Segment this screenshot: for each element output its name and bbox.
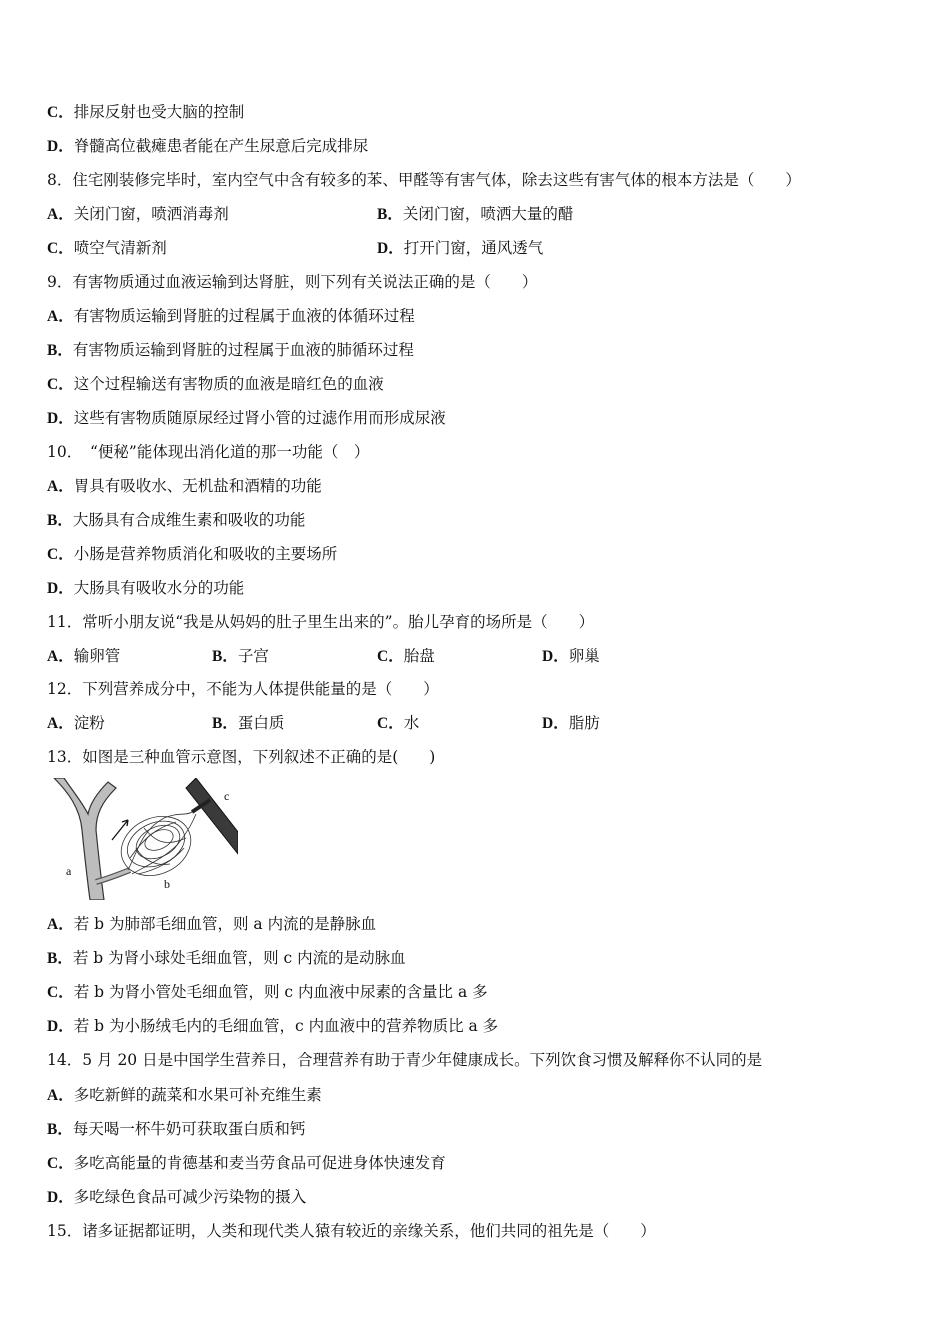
q13-option-c: C．若 b 为肾小管处毛细血管，则 c 内血液中尿素的含量比 a 多 bbox=[47, 983, 488, 1001]
q13-stem: 13．如图是三种血管示意图，下列叙述不正确的是( ) bbox=[47, 748, 436, 766]
q14-option-b: B．每天喝一杯牛奶可获取蛋白质和钙 bbox=[47, 1120, 306, 1138]
q8-option-a: A．关闭门窗，喷洒消毒剂 bbox=[47, 205, 229, 223]
q9-option-a: A．有害物质运输到肾脏的过程属于血液的体循环过程 bbox=[47, 307, 415, 325]
q10-option-d: D．大肠具有吸收水分的功能 bbox=[47, 579, 245, 597]
q14-stem: 14．5 月 20 日是中国学生营养日，合理营养有助于青少年健康成长。下列饮食习惯及解释你不认同的是 bbox=[47, 1051, 763, 1069]
q9-option-c: C．这个过程输送有害物质的血液是暗红色的血液 bbox=[47, 375, 384, 393]
q12-option-d: D．脂肪 bbox=[542, 714, 600, 732]
q14-option-d: D．多吃绿色食品可减少污染物的摄入 bbox=[47, 1188, 307, 1206]
q8-option-c: C．喷空气清新剂 bbox=[47, 239, 167, 257]
q8-stem: 8．住宅刚装修完毕时，室内空气中含有较多的苯、甲醛等有害气体，除去这些有害气体的根本方法是（ ） bbox=[47, 171, 801, 189]
q7-option-c: C．排尿反射也受大脑的控制 bbox=[47, 103, 245, 121]
q13-option-d: D．若 b 为小肠绒毛内的毛细血管，c 内血液中的营养物质比 a 多 bbox=[47, 1017, 499, 1035]
q11-option-b: B．子宫 bbox=[212, 647, 269, 665]
q10-option-b: B．大肠具有合成维生素和吸收的功能 bbox=[47, 511, 306, 529]
q12-option-c: C．水 bbox=[377, 714, 420, 732]
q11-option-c: C．胎盘 bbox=[377, 647, 435, 665]
q11-option-d: D．卵巢 bbox=[542, 647, 600, 665]
q10-stem: 10． “便秘”能体现出消化道的那一功能（ ） bbox=[47, 443, 370, 461]
q12-option-b: B．蛋白质 bbox=[212, 714, 285, 732]
q14-option-c: C．多吃高能量的肯德基和麦当劳食品可促进身体快速发育 bbox=[47, 1154, 446, 1172]
q14-option-a: A．多吃新鲜的蔬菜和水果可补充维生素 bbox=[47, 1086, 322, 1104]
blood-vessel-diagram bbox=[46, 778, 238, 900]
q11-option-a: A．输卵管 bbox=[47, 647, 121, 665]
q8-option-d: D．打开门窗，通风透气 bbox=[377, 239, 544, 257]
q7-option-d: D．脊髓高位截瘫患者能在产生尿意后完成排尿 bbox=[47, 137, 369, 155]
q8-option-b: B．关闭门窗，喷洒大量的醋 bbox=[377, 205, 574, 223]
q13-option-b: B．若 b 为肾小球处毛细血管，则 c 内流的是动脉血 bbox=[47, 949, 406, 967]
q9-option-b: B．有害物质运输到肾脏的过程属于血液的肺循环过程 bbox=[47, 341, 414, 359]
label-c: c bbox=[224, 789, 230, 803]
q9-option-d: D．这些有害物质随原尿经过肾小管的过滤作用而形成尿液 bbox=[47, 409, 446, 427]
q12-stem: 12．下列营养成分中，不能为人体提供能量的是（ ） bbox=[47, 680, 439, 698]
q11-stem: 11．常听小朋友说“我是从妈妈的肚子里生出来的”。胎儿孕育的场所是（ ） bbox=[47, 613, 595, 631]
q12-option-a: A．淀粉 bbox=[47, 714, 105, 732]
label-a: a bbox=[66, 864, 72, 878]
q10-option-a: A．胃具有吸收水、无机盐和酒精的功能 bbox=[47, 477, 322, 495]
q9-stem: 9．有害物质通过血液运输到达肾脏，则下列有关说法正确的是（ ） bbox=[47, 273, 538, 291]
q15-stem: 15．诸多证据都证明，人类和现代类人猿有较近的亲缘关系，他们共同的祖先是（ ） bbox=[47, 1222, 656, 1240]
q13-option-a: A．若 b 为肺部毛细血管，则 a 内流的是静脉血 bbox=[47, 915, 377, 933]
label-b: b bbox=[164, 877, 170, 891]
q10-option-c: C．小肠是营养物质消化和吸收的主要场所 bbox=[47, 545, 338, 563]
